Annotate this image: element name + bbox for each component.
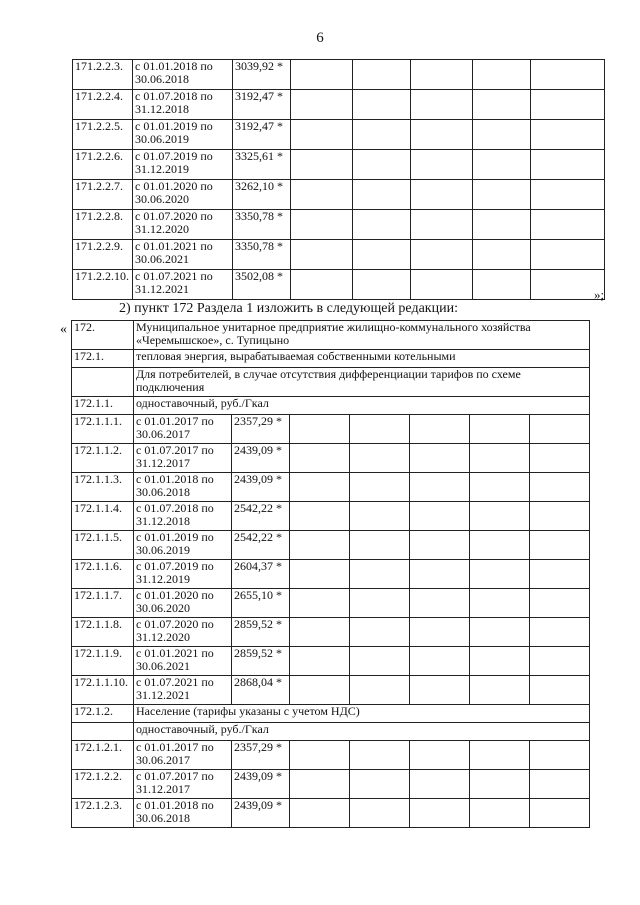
empty-cell xyxy=(353,240,411,270)
tariff-value: 3262,10 * xyxy=(233,180,291,210)
row-code: 172.1.1.6. xyxy=(72,560,134,589)
empty-cell xyxy=(350,741,410,770)
row-code: 172.1.2.1. xyxy=(72,741,134,770)
empty-cell xyxy=(290,618,350,647)
period-cell: с 01.01.2018 по 30.06.2018 xyxy=(134,473,232,502)
tariff-value: 2357,29 * xyxy=(232,415,290,444)
empty-cell xyxy=(291,90,353,120)
empty-cell xyxy=(410,647,470,676)
closing-quote: »; xyxy=(594,287,605,302)
row-code: 172.1.1.3. xyxy=(72,473,134,502)
row-code: 171.2.2.3. xyxy=(73,60,133,90)
empty-cell xyxy=(531,210,605,240)
row-code: 172.1. xyxy=(72,350,134,368)
period-cell: с 01.01.2018 по 30.06.2018 xyxy=(133,60,233,90)
row-code: 172. xyxy=(72,321,134,350)
empty-cell xyxy=(290,676,350,705)
tariff-value: 2439,09 * xyxy=(232,799,290,828)
period-cell: с 01.07.2021 по 31.12.2021 xyxy=(134,676,232,705)
empty-cell xyxy=(470,502,530,531)
empty-cell xyxy=(350,589,410,618)
empty-cell xyxy=(470,647,530,676)
period-cell: с 01.01.2021 по 30.06.2021 xyxy=(133,240,233,270)
consumers-note: Для потребителей, в случае отсутствия дифференциации тарифов по схеме подключения xyxy=(134,368,590,397)
tariff-row xyxy=(72,502,590,531)
tariff-row xyxy=(73,150,605,180)
tariff-row xyxy=(72,589,590,618)
tariff-value: 2859,52 * xyxy=(232,618,290,647)
period-cell: с 01.01.2019 по 30.06.2019 xyxy=(133,120,233,150)
period-cell: с 01.07.2017 по 31.12.2017 xyxy=(134,444,232,473)
empty-cell xyxy=(291,270,353,300)
empty-cell xyxy=(410,676,470,705)
empty-cell xyxy=(291,60,353,90)
empty-cell xyxy=(290,589,350,618)
tariff-value: 2859,52 * xyxy=(232,647,290,676)
period-cell: с 01.07.2017 по 31.12.2017 xyxy=(134,770,232,799)
empty-cell xyxy=(350,799,410,828)
org-row xyxy=(72,321,590,350)
empty-cell xyxy=(350,676,410,705)
empty-cell xyxy=(291,150,353,180)
empty-cell xyxy=(290,647,350,676)
empty-cell xyxy=(291,210,353,240)
empty-cell xyxy=(470,415,530,444)
empty-cell xyxy=(470,473,530,502)
tariff-value: 3192,47 * xyxy=(233,90,291,120)
empty-cell xyxy=(530,560,590,589)
empty-cell xyxy=(470,531,530,560)
row-code: 172.1.1. xyxy=(72,397,134,415)
empty-cell xyxy=(530,618,590,647)
empty-cell xyxy=(531,60,605,90)
empty-cell xyxy=(411,90,473,120)
empty-cell xyxy=(530,502,590,531)
population-label: Население (тарифы указаны с учетом НДС) xyxy=(134,705,590,723)
empty-cell xyxy=(410,770,470,799)
row-code: 171.2.2.10. xyxy=(73,270,133,300)
row-code: 172.1.2.3. xyxy=(72,799,134,828)
period-cell: с 01.01.2017 по 30.06.2017 xyxy=(134,741,232,770)
empty-cell xyxy=(353,150,411,180)
period-cell: с 01.07.2020 по 31.12.2020 xyxy=(134,618,232,647)
tariff-row xyxy=(72,618,590,647)
row-code: 171.2.2.9. xyxy=(73,240,133,270)
empty-cell xyxy=(411,270,473,300)
empty-cell xyxy=(350,647,410,676)
tariff-table-171 xyxy=(72,59,605,300)
tariff-row xyxy=(72,676,590,705)
tariff-row xyxy=(72,444,590,473)
row-code: 172.1.1.7. xyxy=(72,589,134,618)
empty-cell xyxy=(353,60,411,90)
row-code xyxy=(72,368,134,397)
tariff-row xyxy=(73,180,605,210)
row-code: 172.1.1.2. xyxy=(72,444,134,473)
empty-cell xyxy=(291,120,353,150)
tariff-value: 2868,04 * xyxy=(232,676,290,705)
empty-cell xyxy=(291,180,353,210)
empty-cell xyxy=(350,560,410,589)
tariff-row xyxy=(73,270,605,300)
empty-cell xyxy=(290,770,350,799)
empty-cell xyxy=(530,647,590,676)
empty-cell xyxy=(473,120,531,150)
tariff-row xyxy=(72,415,590,444)
tariff-row xyxy=(72,560,590,589)
row-code: 172.1.2. xyxy=(72,705,134,723)
empty-cell xyxy=(473,270,531,300)
empty-cell xyxy=(531,150,605,180)
row-code xyxy=(72,723,134,741)
tariff-row xyxy=(72,647,590,676)
empty-cell xyxy=(470,589,530,618)
empty-cell xyxy=(410,473,470,502)
period-cell: с 01.07.2019 по 31.12.2019 xyxy=(134,560,232,589)
empty-cell xyxy=(470,618,530,647)
empty-cell xyxy=(530,741,590,770)
empty-cell xyxy=(290,415,350,444)
tariff-row xyxy=(72,770,590,799)
period-cell: с 01.01.2018 по 30.06.2018 xyxy=(134,799,232,828)
empty-cell xyxy=(410,502,470,531)
empty-cell xyxy=(411,180,473,210)
org-name: Муниципальное унитарное предприятие жилищно-коммунального хозяйства «Черемышское», с. Тупицыно xyxy=(134,321,590,350)
empty-cell xyxy=(473,240,531,270)
empty-cell xyxy=(530,799,590,828)
empty-cell xyxy=(290,473,350,502)
empty-cell xyxy=(350,770,410,799)
empty-cell xyxy=(531,90,605,120)
opening-quote: « xyxy=(60,322,67,337)
row-code: 172.1.1.8. xyxy=(72,618,134,647)
tariff-row xyxy=(72,741,590,770)
row-code: 172.1.1.1. xyxy=(72,415,134,444)
empty-cell xyxy=(473,90,531,120)
tariff-value: 3325,61 * xyxy=(233,150,291,180)
tariff-value: 2439,09 * xyxy=(232,770,290,799)
empty-cell xyxy=(350,531,410,560)
empty-cell xyxy=(411,150,473,180)
empty-cell xyxy=(291,240,353,270)
empty-cell xyxy=(353,90,411,120)
empty-cell xyxy=(530,473,590,502)
period-cell: с 01.07.2018 по 31.12.2018 xyxy=(133,90,233,120)
page-number: 6 xyxy=(316,30,324,46)
row-code: 172.1.1.4. xyxy=(72,502,134,531)
row-code: 171.2.2.6. xyxy=(73,150,133,180)
row-code: 172.1.2.2. xyxy=(72,770,134,799)
tariff-value: 3192,47 * xyxy=(233,120,291,150)
tariff-row xyxy=(72,799,590,828)
empty-cell xyxy=(470,560,530,589)
empty-cell xyxy=(411,120,473,150)
empty-cell xyxy=(531,120,605,150)
tariff-table-172 xyxy=(71,320,590,828)
empty-cell xyxy=(411,240,473,270)
tariff-value: 2604,37 * xyxy=(232,560,290,589)
row-code: 172.1.1.9. xyxy=(72,647,134,676)
period-cell: с 01.01.2019 по 30.06.2019 xyxy=(134,531,232,560)
period-cell: с 01.07.2018 по 31.12.2018 xyxy=(134,502,232,531)
empty-cell xyxy=(530,770,590,799)
empty-cell xyxy=(350,444,410,473)
tariff-row xyxy=(72,531,590,560)
tariff-value: 2542,22 * xyxy=(232,531,290,560)
empty-cell xyxy=(410,444,470,473)
row-code: 172.1.1.5. xyxy=(72,531,134,560)
empty-cell xyxy=(350,618,410,647)
tariff-value: 3350,78 * xyxy=(233,210,291,240)
population-row xyxy=(72,705,590,723)
single-rate-label: одноставочный, руб./Гкал xyxy=(134,397,590,415)
empty-cell xyxy=(470,741,530,770)
tariff-row xyxy=(73,240,605,270)
empty-cell xyxy=(530,415,590,444)
empty-cell xyxy=(470,770,530,799)
tariff-value: 3502,08 * xyxy=(233,270,291,300)
row-code: 172.1.1.10. xyxy=(72,676,134,705)
tariff-row xyxy=(73,90,605,120)
period-cell: с 01.07.2021 по 31.12.2021 xyxy=(133,270,233,300)
tariff-row xyxy=(72,473,590,502)
tariff-row xyxy=(73,120,605,150)
empty-cell xyxy=(410,741,470,770)
empty-cell xyxy=(410,560,470,589)
empty-cell xyxy=(290,799,350,828)
empty-cell xyxy=(473,210,531,240)
tariff-value: 2357,29 * xyxy=(232,741,290,770)
single-rate-label: одноставочный, руб./Гкал xyxy=(134,723,590,741)
energy-row xyxy=(72,350,590,368)
empty-cell xyxy=(410,799,470,828)
period-cell: с 01.01.2017 по 30.06.2017 xyxy=(134,415,232,444)
empty-cell xyxy=(353,270,411,300)
empty-cell xyxy=(411,210,473,240)
tariff-value: 3039,92 * xyxy=(233,60,291,90)
empty-cell xyxy=(411,60,473,90)
empty-cell xyxy=(350,415,410,444)
empty-cell xyxy=(350,502,410,531)
consumers-row xyxy=(72,368,590,397)
empty-cell xyxy=(473,60,531,90)
empty-cell xyxy=(531,240,605,270)
period-cell: с 01.07.2020 по 31.12.2020 xyxy=(133,210,233,240)
empty-cell xyxy=(353,210,411,240)
empty-cell xyxy=(290,444,350,473)
empty-cell xyxy=(530,531,590,560)
tariff-value: 2542,22 * xyxy=(232,502,290,531)
row-code: 171.2.2.4. xyxy=(73,90,133,120)
tariff-value: 2655,10 * xyxy=(232,589,290,618)
empty-cell xyxy=(290,531,350,560)
empty-cell xyxy=(473,150,531,180)
single-rate-row xyxy=(72,397,590,415)
tariff-value: 2439,09 * xyxy=(232,473,290,502)
period-cell: с 01.01.2020 по 30.06.2020 xyxy=(133,180,233,210)
amendment-instruction: 2) пункт 172 Раздела 1 изложить в следующей редакции: xyxy=(119,301,458,316)
empty-cell xyxy=(470,676,530,705)
empty-cell xyxy=(410,618,470,647)
empty-cell xyxy=(410,415,470,444)
empty-cell xyxy=(473,180,531,210)
empty-cell xyxy=(290,502,350,531)
period-cell: с 01.01.2020 по 30.06.2020 xyxy=(134,589,232,618)
energy-label: тепловая энергия, вырабатываемая собственными котельными xyxy=(134,350,590,368)
empty-cell xyxy=(410,589,470,618)
empty-cell xyxy=(531,180,605,210)
empty-cell xyxy=(353,180,411,210)
empty-cell xyxy=(353,120,411,150)
period-cell: с 01.07.2019 по 31.12.2019 xyxy=(133,150,233,180)
row-code: 171.2.2.8. xyxy=(73,210,133,240)
empty-cell xyxy=(530,589,590,618)
tariff-row xyxy=(73,210,605,240)
tariff-value: 2439,09 * xyxy=(232,444,290,473)
empty-cell xyxy=(530,444,590,473)
empty-cell xyxy=(410,531,470,560)
period-cell: с 01.01.2021 по 30.06.2021 xyxy=(134,647,232,676)
single-rate-row-2 xyxy=(72,723,590,741)
row-code: 171.2.2.5. xyxy=(73,120,133,150)
empty-cell xyxy=(350,473,410,502)
row-code: 171.2.2.7. xyxy=(73,180,133,210)
empty-cell xyxy=(530,676,590,705)
tariff-value: 3350,78 * xyxy=(233,240,291,270)
empty-cell xyxy=(290,741,350,770)
empty-cell xyxy=(470,444,530,473)
tariff-row xyxy=(73,60,605,90)
empty-cell xyxy=(470,799,530,828)
empty-cell xyxy=(290,560,350,589)
